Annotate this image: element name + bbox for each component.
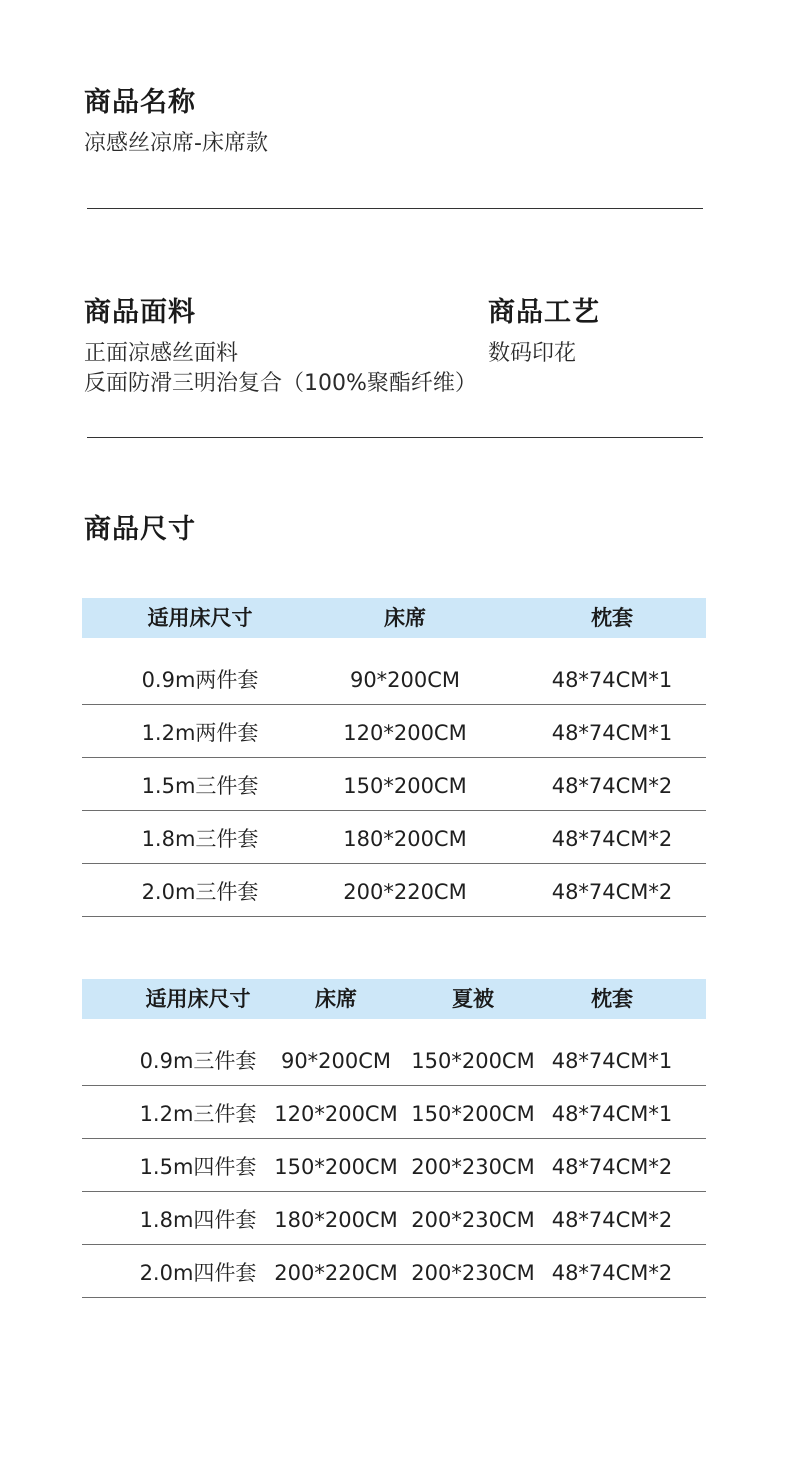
table-row bbox=[82, 705, 706, 758]
table-cell: 48*74CM*1 bbox=[551, 668, 673, 692]
table-row bbox=[82, 864, 706, 917]
table-cell: 200*220CM bbox=[343, 880, 467, 904]
table-cell: 1.2m三件套 bbox=[139, 1102, 257, 1126]
product-name-value: 凉感丝凉席-床席款 bbox=[84, 131, 268, 156]
table-cell: 1.5m四件套 bbox=[139, 1155, 257, 1179]
table-cell: 1.5m三件套 bbox=[141, 774, 259, 798]
table-cell: 150*200CM bbox=[274, 1155, 398, 1179]
table-cell: 2.0m四件套 bbox=[139, 1261, 257, 1285]
table-row bbox=[82, 1245, 706, 1298]
column-header: 适用床尺寸 bbox=[145, 987, 251, 1011]
size-table-2 bbox=[82, 979, 706, 1298]
table-cell: 1.8m四件套 bbox=[139, 1208, 257, 1232]
table-cell: 90*200CM bbox=[349, 668, 461, 692]
table-cell: 48*74CM*2 bbox=[551, 827, 673, 851]
fabric-line-back: 反面防滑三明治复合（100%聚酯纤维） bbox=[84, 371, 477, 396]
column-header: 适用床尺寸 bbox=[147, 606, 253, 630]
column-header: 床席 bbox=[384, 606, 426, 630]
table-cell: 0.9m两件套 bbox=[141, 668, 259, 692]
divider bbox=[87, 437, 703, 438]
table-body bbox=[82, 1019, 706, 1298]
table-cell: 48*74CM*1 bbox=[551, 1049, 673, 1073]
table-cell: 150*200CM bbox=[411, 1102, 535, 1126]
craft-value: 数码印花 bbox=[488, 341, 577, 366]
table-cell: 200*230CM bbox=[411, 1208, 535, 1232]
table-cell: 150*200CM bbox=[411, 1049, 535, 1073]
table-cell: 120*200CM bbox=[343, 721, 467, 745]
table-cell: 48*74CM*2 bbox=[551, 1261, 673, 1285]
table-cell: 200*220CM bbox=[274, 1261, 398, 1285]
column-header: 枕套 bbox=[591, 606, 633, 630]
craft-heading: 商品工艺 bbox=[488, 297, 600, 328]
table-row bbox=[82, 1086, 706, 1139]
table-cell: 180*200CM bbox=[343, 827, 467, 851]
table-row bbox=[82, 758, 706, 811]
size-table-1 bbox=[82, 598, 706, 917]
table-body bbox=[82, 638, 706, 917]
table-row bbox=[82, 1192, 706, 1245]
table-cell: 0.9m三件套 bbox=[139, 1049, 257, 1073]
table-cell: 120*200CM bbox=[274, 1102, 398, 1126]
column-header: 床席 bbox=[315, 987, 357, 1011]
table-cell: 200*230CM bbox=[411, 1261, 535, 1285]
divider bbox=[87, 208, 703, 209]
table-cell: 48*74CM*2 bbox=[551, 1208, 673, 1232]
table-cell: 48*74CM*2 bbox=[551, 1155, 673, 1179]
fabric-heading: 商品面料 bbox=[84, 297, 196, 328]
table-cell: 2.0m三件套 bbox=[141, 880, 259, 904]
table-cell: 48*74CM*2 bbox=[551, 880, 673, 904]
table-cell: 48*74CM*1 bbox=[551, 1102, 673, 1126]
table-cell: 1.2m两件套 bbox=[141, 721, 259, 745]
table-header bbox=[82, 598, 706, 638]
table-cell: 90*200CM bbox=[280, 1049, 392, 1073]
fabric-line-front: 正面凉感丝面料 bbox=[84, 341, 239, 366]
size-heading: 商品尺寸 bbox=[84, 514, 196, 545]
column-header: 枕套 bbox=[591, 987, 633, 1011]
table-cell: 180*200CM bbox=[274, 1208, 398, 1232]
product-name-heading: 商品名称 bbox=[84, 87, 196, 118]
table-cell: 200*230CM bbox=[411, 1155, 535, 1179]
column-header: 夏被 bbox=[452, 987, 494, 1011]
table-row bbox=[82, 1139, 706, 1192]
table-row bbox=[82, 1019, 706, 1086]
table-row bbox=[82, 638, 706, 705]
table-cell: 150*200CM bbox=[343, 774, 467, 798]
table-row bbox=[82, 811, 706, 864]
table-cell: 1.8m三件套 bbox=[141, 827, 259, 851]
table-cell: 48*74CM*1 bbox=[551, 721, 673, 745]
table-header bbox=[82, 979, 706, 1019]
table-cell: 48*74CM*2 bbox=[551, 774, 673, 798]
